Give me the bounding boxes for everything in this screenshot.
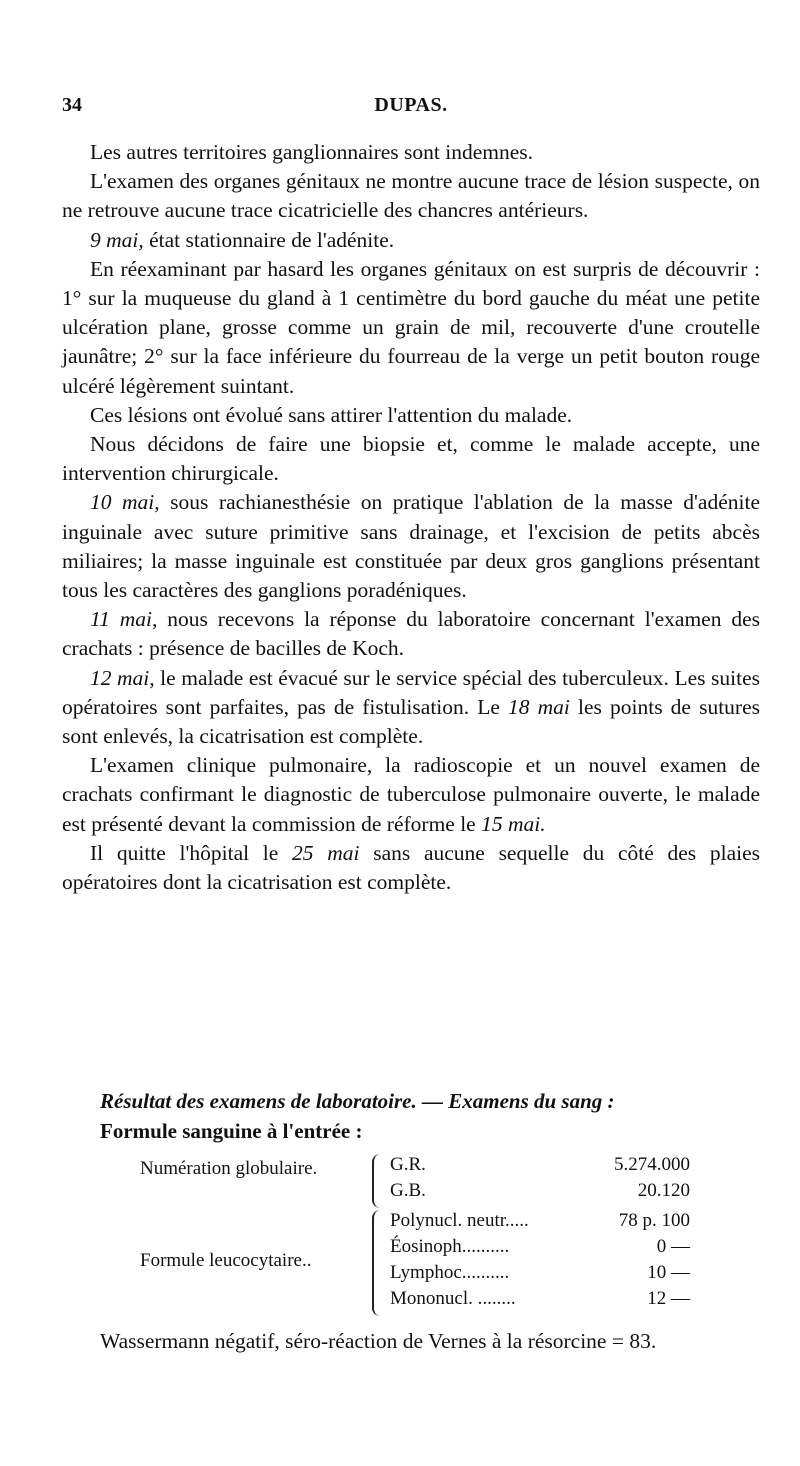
paragraph xyxy=(62,605,760,663)
paragraph xyxy=(62,226,760,255)
blood-row-value: 12 — xyxy=(647,1288,690,1309)
date-text: 10 mai, xyxy=(90,490,160,515)
blood-row-key: Éosinoph.......... xyxy=(390,1236,510,1257)
paragraph-text: état stationnaire de l'adénite. xyxy=(143,227,395,252)
blood-row-key: Mononucl. ........ xyxy=(390,1288,516,1309)
paragraph xyxy=(62,430,760,488)
blood-row xyxy=(390,1210,710,1236)
blood-row xyxy=(390,1154,710,1180)
paragraph xyxy=(62,401,760,430)
blood-row-value: 20.120 xyxy=(637,1180,690,1201)
paragraph-text: L'examen clinique pulmonaire, la radioscopie et un nouvel examen de crachats confirmant le diagnostic de tuberculose pulmonaire ouverte, le malade est présenté devant la commission de réforme le xyxy=(62,753,760,836)
paragraph-text: Nous décidons de faire une biopsie et, comme le malade accepte, une intervention chirurgicale. xyxy=(62,432,760,486)
blood-row-value: 10 — xyxy=(647,1262,690,1283)
results-heading: Résultat des examens de laboratoire. — Examens du sang : xyxy=(100,1089,615,1113)
paragraph-text: le malade est évacué sur le service spécial des tuberculeux. Les suites opératoires sont parfaites, pas de fistulisation. Le xyxy=(62,665,761,719)
numeration-brace xyxy=(372,1154,382,1208)
paragraph xyxy=(62,664,760,752)
paragraph xyxy=(62,167,760,225)
blood-row xyxy=(390,1262,710,1288)
blood-row-value: 0 — xyxy=(656,1236,690,1257)
blood-formula-heading: Formule sanguine à l'entrée : xyxy=(100,1119,363,1143)
results-section-heading xyxy=(100,1086,760,1146)
blood-row-key: G.B. xyxy=(390,1180,426,1201)
page-number: 34 xyxy=(62,94,82,116)
paragraph-text: L'examen des organes génitaux ne montre aucune trace de lésion suspecte, on ne retrouve aucune trace cicatricielle des chancres antérieurs. xyxy=(62,169,760,223)
date-text: 9 mai, xyxy=(90,227,144,252)
blood-row xyxy=(390,1236,710,1262)
paragraph-text: nous recevons la réponse du laboratoire concernant l'examen des crachats : présence de bacilles de Koch. xyxy=(62,607,761,661)
date-text: 25 mai xyxy=(292,840,360,865)
paragraph xyxy=(62,138,760,167)
date-text: 12 mai, xyxy=(90,665,155,690)
blood-row-key: G.R. xyxy=(390,1154,426,1175)
paragraph-text: Ces lésions ont évolué sans attirer l'attention du malade. xyxy=(90,402,573,427)
blood-row xyxy=(390,1180,710,1206)
body-text xyxy=(62,138,760,897)
page-header xyxy=(62,94,760,124)
paragraph xyxy=(62,839,760,897)
blood-row-key: Polynucl. neutr..... xyxy=(390,1210,529,1231)
paragraph-text: sous rachianesthésie on pratique l'ablation de la masse d'adénite inguinale avec suture primitive sans drainage, et l'excision de petits abcès miliaires; la masse inguinale est constituée par deux gros ganglions présentant tous les caractères des ganglions poradéniques. xyxy=(62,490,761,603)
paragraph-text: Il quitte l'hôpital le xyxy=(90,840,293,865)
paragraph xyxy=(62,255,760,401)
numeration-label: Numération globulaire. xyxy=(140,1158,318,1179)
paragraph xyxy=(62,751,760,839)
paragraph-text: Les autres territoires ganglionnaires sont indemnes. xyxy=(90,140,534,164)
date-text: 11 mai, xyxy=(90,607,158,632)
date-text: 15 mai. xyxy=(481,811,546,836)
blood-row-key: Lymphoc.......... xyxy=(390,1262,510,1283)
running-title: DUPAS. xyxy=(374,94,448,116)
blood-formula-table xyxy=(140,1208,720,1320)
formula-label: Formule leucocytaire.. xyxy=(140,1250,312,1271)
blood-row xyxy=(390,1288,710,1314)
blood-row-value: 78 p. 100 xyxy=(618,1210,690,1231)
paragraph-text: sans aucune sequelle du côté des plaies opératoires dont la cicatrisation est complète. xyxy=(62,840,760,895)
paragraph-text: les points de sutures sont enlevés, la cicatrisation est complète. xyxy=(62,694,760,749)
blood-row-value: 5.274.000 xyxy=(614,1154,690,1175)
date-text: 18 mai xyxy=(508,694,570,719)
blood-numeration-table xyxy=(140,1152,720,1212)
wassermann-line: Wassermann négatif, séro-réaction de Vernes à la résorcine = 83. xyxy=(100,1329,657,1353)
paragraph xyxy=(62,488,760,605)
paragraph-text: En réexaminant par hasard les organes génitaux on est surpris de découvrir : 1° sur la muqueuse du gland à 1 centimètre du bord gauche du méat une petite ulcération plane, grosse comme un grain de mil, recouverte d'une croutelle jaunâtre; 2° sur la face inférieure du fourreau de la verge un petit bouton rouge ulcéré légèrement suintant. xyxy=(62,256,760,398)
formula-brace xyxy=(372,1210,382,1316)
